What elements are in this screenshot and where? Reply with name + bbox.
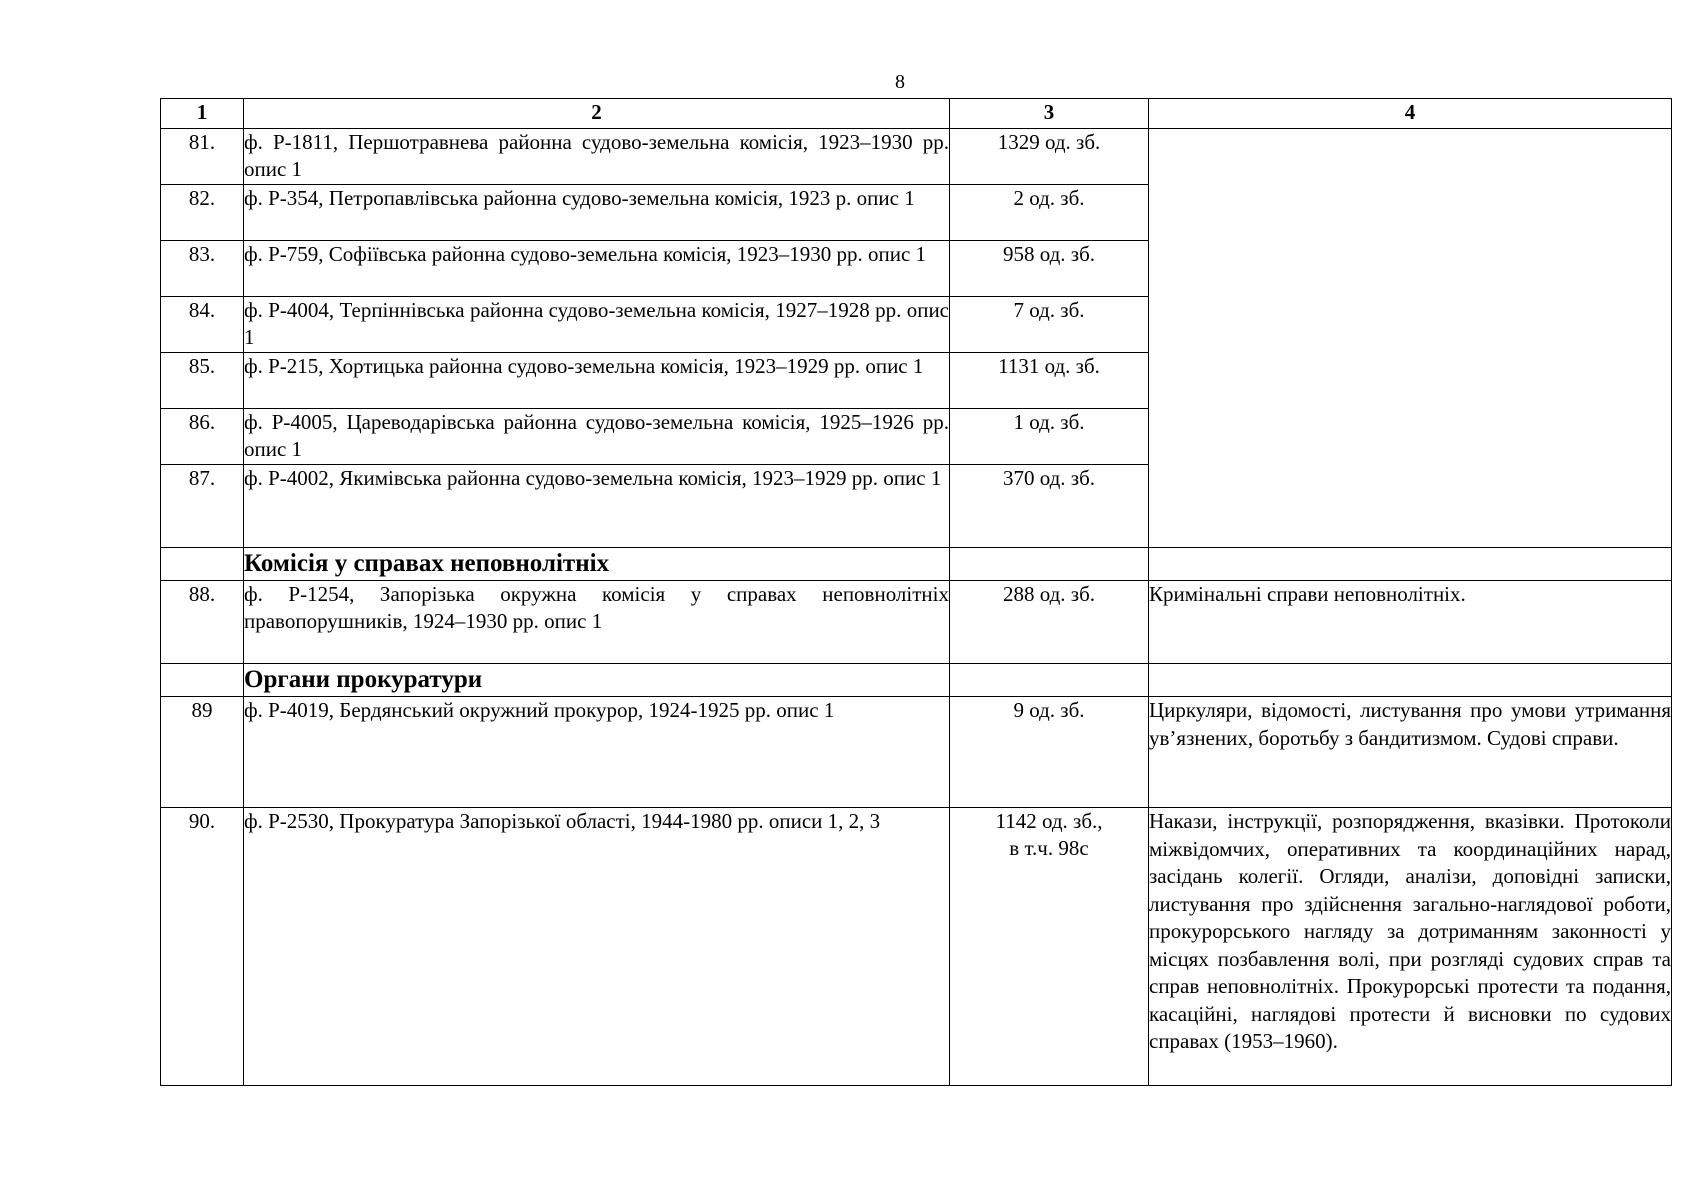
row-number: 89 — [161, 697, 244, 808]
fund-description: ф. Р-4019, Бердянський окружний прокурор, 1924-1925 рр. опис 1 — [244, 697, 950, 808]
column-header-1: 1 — [161, 99, 244, 129]
fund-description: ф. Р-4005, Цареводарівська районна судово-земельна комісія, 1925–1926 рр. опис 1 — [244, 409, 950, 465]
section-empty-cell — [1149, 548, 1672, 581]
storage-units: 1131 од. зб. — [950, 353, 1149, 409]
column-header-3: 3 — [950, 99, 1149, 129]
storage-units: 9 од. зб. — [950, 697, 1149, 808]
fund-description: ф. Р-4004, Терпіннівська районна судово-земельна комісія, 1927–1928 рр. опис 1 — [244, 297, 950, 353]
section-empty-cell — [950, 548, 1149, 581]
row-number: 88. — [161, 581, 244, 664]
table-row — [161, 808, 1672, 1086]
table-row — [161, 697, 1672, 808]
fund-description: ф. Р-1811, Першотравнева районна судово-земельна комісія, 1923–1930 рр. опис 1 — [244, 129, 950, 185]
row-number: 87. — [161, 465, 244, 548]
fund-description: ф. Р-1254, Запорізька окружна комісія у справах неповнолітніх правопорушників, 1924–1930 рр. опис 1 — [244, 581, 950, 664]
section-empty-cell — [161, 664, 244, 697]
header-row — [161, 99, 1672, 129]
content-description: Кримінальні справи неповнолітніх. — [1149, 581, 1672, 664]
section-heading: Органи прокуратури — [244, 664, 950, 697]
table-row — [161, 129, 1672, 185]
row-number: 85. — [161, 353, 244, 409]
archive-table — [160, 98, 1672, 1086]
section-empty-cell — [161, 548, 244, 581]
fund-description: ф. Р-2530, Прокуратура Запорізької області, 1944-1980 рр. описи 1, 2, 3 — [244, 808, 950, 1086]
storage-units — [950, 808, 1149, 1086]
section-row — [161, 664, 1672, 697]
storage-units-secret: в т.ч. 98с — [1009, 836, 1089, 860]
content-cell-empty — [1149, 129, 1672, 548]
row-number: 90. — [161, 808, 244, 1086]
table-row — [161, 581, 1672, 664]
column-header-2: 2 — [244, 99, 950, 129]
row-number: 84. — [161, 297, 244, 353]
storage-units: 1 од. зб. — [950, 409, 1149, 465]
column-header-4: 4 — [1149, 99, 1672, 129]
storage-units: 288 од. зб. — [950, 581, 1149, 664]
row-number: 83. — [161, 241, 244, 297]
storage-units: 1329 од. зб. — [950, 129, 1149, 185]
section-empty-cell — [1149, 664, 1672, 697]
fund-description: ф. Р-4002, Якимівська районна судово-земельна комісія, 1923–1929 рр. опис 1 — [244, 465, 950, 548]
section-heading: Комісія у справах неповнолітніх — [244, 548, 950, 581]
fund-description: ф. Р-215, Хортицька районна судово-земельна комісія, 1923–1929 рр. опис 1 — [244, 353, 950, 409]
storage-units: 958 од. зб. — [950, 241, 1149, 297]
storage-units-total: 1142 од. зб., — [995, 809, 1103, 833]
section-row — [161, 548, 1672, 581]
fund-description: ф. Р-759, Софіївська районна судово-земельна комісія, 1923–1930 рр. опис 1 — [244, 241, 950, 297]
content-description: Циркуляри, відомості, листування про умови утримання ув’язнених, боротьбу з бандитизмом. Судові справи. — [1149, 697, 1672, 808]
row-number: 81. — [161, 129, 244, 185]
storage-units: 370 од. зб. — [950, 465, 1149, 548]
storage-units: 2 од. зб. — [950, 185, 1149, 241]
fund-description: ф. Р-354, Петропавлівська районна судово-земельна комісія, 1923 р. опис 1 — [244, 185, 950, 241]
section-empty-cell — [950, 664, 1149, 697]
row-number: 86. — [161, 409, 244, 465]
content-description: Накази, інструкції, розпорядження, вказівки. Протоколи міжвідомчих, оперативних та координаційних нарад, засідань колегії. Огляди, аналізи, доповідні записки, листування про здійснення загально-наглядової роботи, прокурорського нагляду за дотриманням законності у місцях позбавлення волі, при розгляді судових справ та справ неповнолітніх. Прокурорські протести та подання, касаційні, наглядові протести й висновки по судових справах (1953–1960). — [1149, 808, 1672, 1086]
page-number: 8 — [895, 71, 905, 93]
row-number: 82. — [161, 185, 244, 241]
storage-units: 7 од. зб. — [950, 297, 1149, 353]
